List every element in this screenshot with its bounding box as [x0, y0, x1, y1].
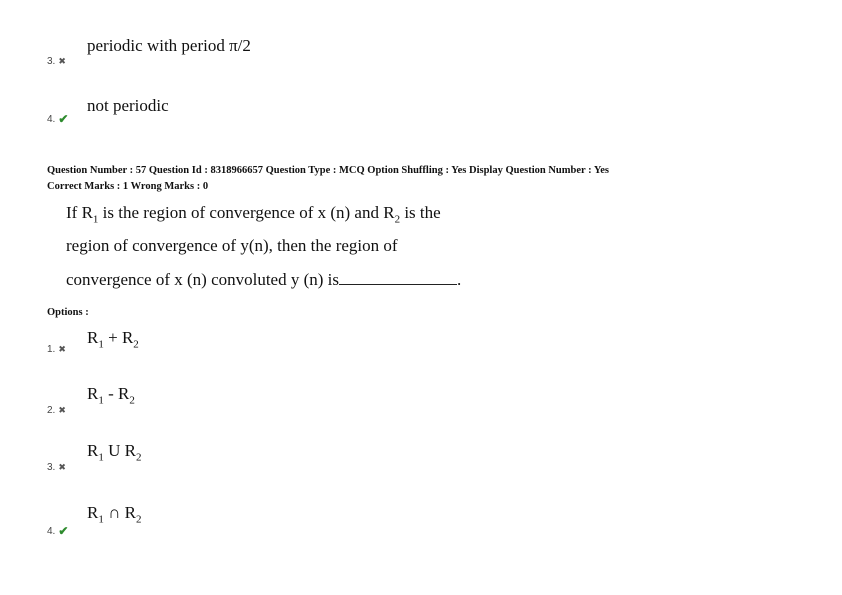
- option-subscript: 2: [135, 451, 142, 464]
- checkmark-icon: ✔: [58, 112, 69, 126]
- question-fragment: If R: [66, 203, 93, 222]
- option-subscript: 2: [133, 338, 139, 351]
- answer-blank: [339, 270, 457, 285]
- option-subscript: 2: [135, 513, 142, 526]
- question-meta-line2: Correct Marks : 1 Wrong Marks : 0: [47, 181, 209, 192]
- option-part: R: [87, 328, 99, 347]
- option-1-text: [87, 328, 139, 350]
- option-2-marker: [47, 405, 66, 416]
- question-fragment: is the region of convergence of x (n) and R: [98, 203, 395, 222]
- prev-option-3-number: 3.: [47, 56, 56, 67]
- option-1-marker: [47, 344, 66, 355]
- option-part: R: [121, 328, 134, 347]
- option-4-number: 4.: [47, 525, 56, 537]
- option-subscript: 2: [129, 394, 135, 407]
- question-meta-line1: Question Number : 57 Question Id : 8318966657 Question Type : MCQ Option Shuffling : Yes Display Question Number : Yes: [47, 165, 610, 176]
- option-operator: U: [103, 441, 125, 460]
- option-subscript: 1: [98, 394, 104, 407]
- option-part: R: [124, 441, 136, 460]
- question-text-line3: [66, 263, 461, 296]
- option-3-number: 3.: [47, 462, 56, 473]
- option-4-marker: [47, 525, 68, 537]
- option-1-number: 1.: [47, 344, 56, 355]
- question-subscript: 2: [394, 213, 401, 226]
- cross-icon: ✖: [58, 344, 66, 354]
- option-2-number: 2.: [47, 405, 56, 416]
- option-subscript: 1: [98, 451, 104, 464]
- question-fragment: .: [457, 270, 462, 289]
- option-part: R: [87, 384, 99, 403]
- question-text-line2: region of convergence of y(n), then the region of: [66, 236, 398, 255]
- option-part: R: [124, 503, 136, 522]
- option-operator: +: [103, 328, 122, 347]
- question-fragment: is the: [400, 203, 441, 222]
- option-2-text: [87, 384, 135, 406]
- option-3-marker: [47, 462, 66, 473]
- option-operator: ∩: [103, 503, 125, 522]
- prev-option-4-number: 4.: [47, 113, 56, 125]
- cross-icon: ✖: [58, 56, 66, 66]
- prev-option-3-marker: [47, 56, 66, 67]
- checkmark-icon: ✔: [58, 524, 69, 538]
- question-subscript: 1: [92, 213, 99, 226]
- options-label: Options :: [47, 307, 89, 318]
- cross-icon: ✖: [58, 405, 66, 415]
- option-part: R: [87, 441, 99, 460]
- option-part: R: [87, 503, 99, 522]
- question-fragment: convergence of x (n) convoluted y (n) is: [66, 270, 340, 289]
- cross-icon: ✖: [58, 462, 66, 472]
- option-operator: -: [103, 384, 119, 403]
- prev-option-3-text: periodic with period π/2: [87, 36, 251, 55]
- option-subscript: 1: [98, 338, 104, 351]
- option-part: R: [118, 384, 130, 403]
- option-4-text: [87, 503, 141, 525]
- option-3-text: [87, 441, 141, 463]
- prev-option-4-marker: [47, 113, 68, 125]
- option-subscript: 1: [98, 513, 104, 526]
- prev-option-4-text: not periodic: [87, 96, 169, 115]
